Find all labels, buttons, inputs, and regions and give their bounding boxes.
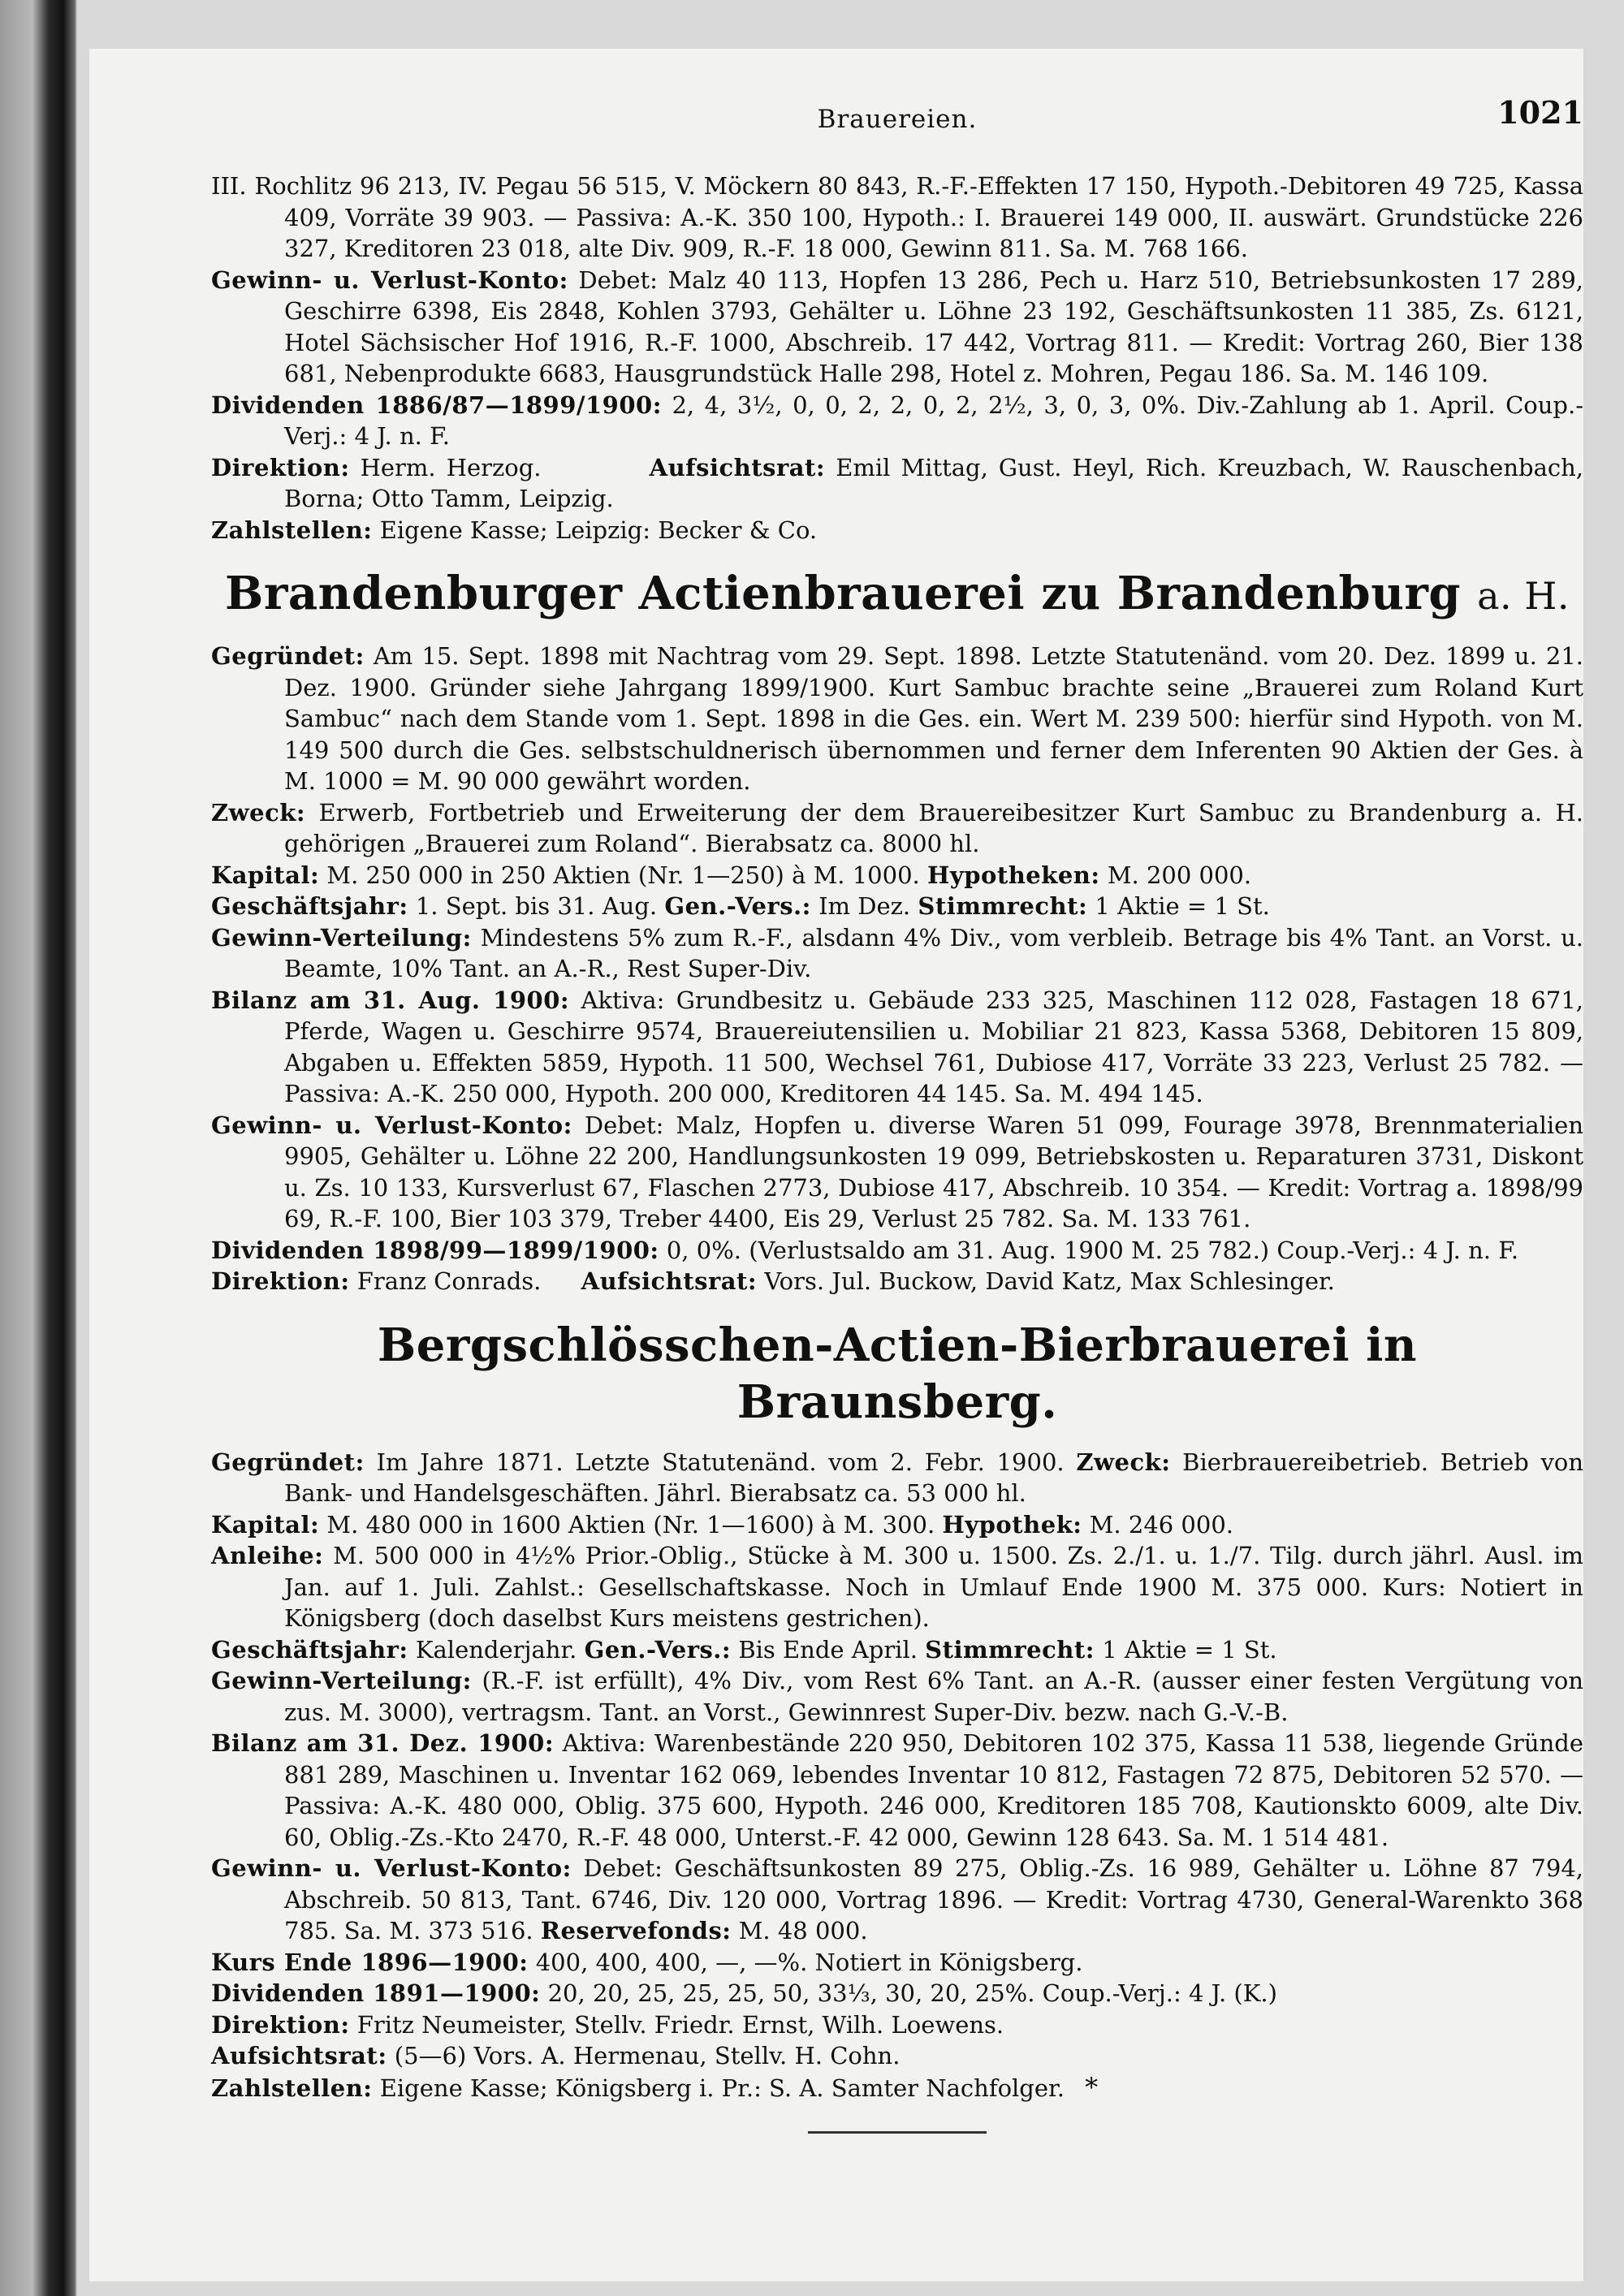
- entry1-balance: [211, 985, 1583, 1110]
- label: Zweck:: [1076, 1448, 1171, 1476]
- text: Debet: Malz, Hopfen u. diverse Waren 51 099, Fourage 3978, Brennmaterialien 9905, Gehälter u. Löhne 22 200, Handlungsunkosten 19 099, Betriebskosten u. Reparaturen 3731, Diskont u. Zs. 10 133, Kursverlust 67, Flaschen 2773, Dubiose 417, Abschreib. 10 354. — Kredit: Vortrag a. 1898/99 69, R.-F. 100, Bier 103 379, Treber 4400, Eis 29, Verlust 25 782. Sa. M. 133 761.: [284, 1111, 1583, 1232]
- label: Gewinn- u. Verlust-Konto:: [211, 265, 568, 294]
- entry1-profit-loss: [211, 1110, 1583, 1235]
- title-main: Bergschlösschen-Actien-Bierbrauerei in Braunsberg.: [377, 1318, 1418, 1429]
- text: Vors. Jul. Buckow, David Katz, Max Schlesinger.: [764, 1267, 1335, 1295]
- label: Kapital:: [211, 1510, 320, 1539]
- text: Mindestens 5% zum R.-F., alsdann 4% Div., vom verbleib. Betrage bis 4% Tant. an Vorst. u. Beamte, 10% Tant. an A.-R., Rest Super-Div.: [284, 923, 1584, 982]
- text: Aktiva: Grundbesitz u. Gebäude 233 325, Maschinen 112 028, Fastagen 18 671, Pferde, Wagen u. Geschirre 9574, Brauereiutensilien u. Mobiliar 21 823, Kassa 5368, Debitoren 15 809, Abgaben u. Effekten 5859, Hypoth. 11 500, Wechsel 761, Dubiose 417, Vorräte 33 223, Verlust 25 782. — Passiva: A.-K. 250 000, Hypoth. 200 000, Kreditoren 44 145. Sa. M. 494 145.: [284, 986, 1584, 1107]
- label: Stimmrecht:: [918, 892, 1088, 920]
- text: 2, 4, 3½, 0, 0, 2, 2, 0, 2, 2½, 3, 0, 3, 0%. Div.-Zahlung ab 1. April. Coup.-Verj.: 4 J. n. F.: [284, 391, 1584, 450]
- entry1-capital: [211, 860, 1583, 891]
- text: 1 Aktie = 1 St.: [1102, 1635, 1277, 1664]
- entry2-capital: [211, 1509, 1583, 1541]
- label: Zweck:: [211, 798, 306, 826]
- text: Im Dez.: [818, 892, 911, 920]
- label: Aufsichtsrat:: [581, 1267, 758, 1295]
- label: Gewinn-Verteilung:: [211, 923, 472, 952]
- balance-continuation: [211, 170, 1583, 265]
- entry2-paying-agents: [211, 2072, 1583, 2104]
- text: M. 48 000.: [738, 1917, 868, 1944]
- text: M. 250 000 in 250 Aktien (Nr. 1—250) à M. 1000.: [326, 861, 920, 889]
- footnote-mark: *: [1085, 2071, 1099, 2103]
- label: Zahlstellen:: [211, 516, 373, 544]
- entry2-fiscal-year: [211, 1634, 1583, 1666]
- label: Gewinn- u. Verlust-Konto:: [211, 1111, 572, 1139]
- label: Kapital:: [211, 861, 320, 889]
- entry1-dividends: [211, 1235, 1583, 1267]
- text: (5—6) Vors. A. Hermenau, Stellv. H. Cohn.: [394, 2042, 901, 2069]
- end-separator-rule: [808, 2131, 987, 2134]
- label: Bilanz am 31. Aug. 1900:: [211, 986, 570, 1014]
- text: Erwerb, Fortbetrieb und Erweiterung der dem Brauereibesitzer Kurt Sambuc zu Brandenburg a. H. gehörigen „Brauerei zum Roland“. Bierabsatz ca. 8000 hl.: [284, 798, 1584, 857]
- label: Gen.-Vers.:: [584, 1635, 732, 1664]
- label: Anleihe:: [211, 1542, 324, 1569]
- entry2-loan: [211, 1540, 1583, 1634]
- text: 1 Aktie = 1 St.: [1095, 892, 1270, 920]
- entry2-founded: [211, 1447, 1583, 1509]
- entry2-profit-loss: [211, 1853, 1583, 1947]
- label: Geschäftsjahr:: [211, 1635, 408, 1664]
- text: 20, 20, 25, 25, 25, 50, 33⅓, 30, 20, 25%. Coup.-Verj.: 4 J. (K.): [547, 1979, 1277, 2007]
- label: Gewinn- u. Verlust-Konto:: [211, 1854, 572, 1882]
- text: Eigene Kasse; Leipzig: Becker & Co.: [379, 516, 818, 544]
- label: Aufsichtsrat:: [649, 453, 826, 481]
- label: Kurs Ende 1896—1900:: [211, 1948, 529, 1976]
- label: Reservefonds:: [540, 1917, 732, 1944]
- text: Herm. Herzog.: [360, 453, 542, 481]
- label: Gegründet:: [211, 1448, 365, 1476]
- balance-continuation-text: III. Rochlitz 96 213, IV. Pegau 56 515, V. Möckern 80 843, R.-F.-Effekten 17 150, Hypoth.-Debitoren 49 725, Kassa 409, Vorräte 39 903. — Passiva: A.-K. 350 100, Hypoth.: I. Brauerei 149 000, II. auswärt. Grundstücke 226 327, Kreditoren 23 018, alte Div. 909, R.-F. 18 000, Gewinn 811. Sa. M. 768 166.: [211, 172, 1583, 262]
- entry2-title: [211, 1317, 1583, 1431]
- text: Emil Mittag, Gust. Heyl, Rich. Kreuzbach, W. Rauschenbach, Borna; Otto Tamm, Leipzig.: [284, 453, 1584, 512]
- label: Gegründet:: [211, 642, 365, 670]
- document-page: [89, 49, 1583, 2281]
- label: Aufsichtsrat:: [211, 2042, 387, 2069]
- entry2-quotation: [211, 1947, 1583, 1979]
- label: Bilanz am 31. Dez. 1900:: [211, 1729, 555, 1757]
- text: Fritz Neumeister, Stellv. Friedr. Ernst, Wilh. Loewens.: [356, 2010, 1004, 2039]
- running-header: [211, 94, 1583, 170]
- text: Aktiva: Warenbestände 220 950, Debitoren 102 375, Kassa 11 538, liegende Gründe 881 289, Maschinen u. Inventar 162 069, lebendes Inventar 10 812, Fastagen 72 875, Debitoren 52 570. — Passiva: A.-K. 480 000, Oblig. 375 600, Hypoth. 246 000, Kreditoren 185 708, Kautionskto 6009, alte Div. 60, Oblig.-Zs.-Kto 2470, R.-F. 48 000, Unterst.-F. 42 000, Gewinn 128 643. Sa. M. 1 514 481.: [284, 1729, 1583, 1851]
- label: Dividenden 1898/99—1899/1900:: [211, 1236, 659, 1264]
- page-content: [211, 94, 1584, 2134]
- text: 0, 0%. (Verlustsaldo am 31. Aug. 1900 M. 25 782.) Coup.-Verj.: 4 J. n. F.: [666, 1236, 1519, 1264]
- text: Debet: Malz 40 113, Hopfen 13 286, Pech u. Harz 510, Betriebsunkosten 17 289, Geschirre 6398, Eis 2848, Kohlen 3793, Gehälter u. Löhne 23 192, Geschäftsunkosten 11 385, Zs. 6121, Hotel Sächsischer Hof 1916, R.-F. 1000, Abschreib. 17 442, Vortrag 811. — Kredit: Vortrag 260, Bier 138 681, Nebenprodukte 6683, Hausgrundstück Halle 298, Hotel z. Mohren, Pegau 186. Sa. M. 146 109.: [284, 265, 1584, 387]
- text: 400, 400, 400, —, —%. Notiert in Königsberg.: [535, 1948, 1083, 1976]
- text: 1. Sept. bis 31. Aug.: [415, 892, 658, 920]
- entry1-title: [211, 565, 1583, 624]
- book-spine-shadow: [0, 0, 77, 2296]
- label: Direktion:: [211, 453, 350, 481]
- label: Gewinn-Verteilung:: [211, 1667, 472, 1694]
- entry2-balance: [211, 1728, 1583, 1853]
- label: Direktion:: [211, 2010, 350, 2039]
- text: M. 480 000 in 1600 Aktien (Nr. 1—1600) à M. 300.: [326, 1510, 935, 1539]
- label: Zahlstellen:: [211, 2074, 373, 2102]
- text: Bierbrauereibetrieb. Betrieb von Bank- und Handelsgeschäften. Jährl. Bierabsatz ca. 53 000 hl.: [284, 1448, 1584, 1507]
- entry2-supervisory-board: [211, 2040, 1583, 2072]
- label: Dividenden 1886/87—1899/1900:: [211, 391, 662, 419]
- entry1-purpose: [211, 797, 1583, 860]
- text: M. 500 000 in 4½% Prior.-Oblig., Stücke à M. 300 u. 1500. Zs. 2./1. u. 1./7. Tilg. durch jährl. Ausl. im Jan. auf 1. Juli. Zahlst.: Gesellschaftskasse. Noch in Umlauf Ende 1900 M. 375 000. Kurs: Notiert in Königsberg (doch daselbst Kurs meistens gestrichen).: [284, 1542, 1584, 1632]
- text: Franz Conrads.: [356, 1267, 542, 1295]
- entry0-profit-loss: [211, 265, 1583, 390]
- entry1-direction: [211, 1266, 1583, 1297]
- text: Am 15. Sept. 1898 mit Nachtrag vom 29. Sept. 1898. Letzte Statutenänd. vom 20. Dez. 1899 u. 21. Dez. 1900. Gründer siehe Jahrgang 1899/1900. Kurt Sambuc brachte seine „Brauerei zum Roland Kurt Sambuc“ nach dem Stande vom 1. Sept. 1898 in die Ges. ein. Wert M. 239 500: hierfür sind Hypoth. von M. 149 500 durch die Ges. selbstschuldnerisch übernommen und ferner dem Inferenten 90 Aktien der Ges. à M. 1000 = M. 90 000 gewährt worden.: [284, 642, 1584, 795]
- entry2-profit-distribution: [211, 1665, 1583, 1728]
- entry0-paying-agents: [211, 515, 1583, 546]
- section-title: Brauereien.: [817, 105, 978, 134]
- entry1-founded: [211, 641, 1583, 797]
- label: Gen.-Vers.:: [664, 892, 811, 920]
- title-suffix: a. H.: [1477, 574, 1570, 618]
- entry2-dividends: [211, 1978, 1583, 2009]
- text: Im Jahre 1871. Letzte Statutenänd. vom 2. Febr. 1900.: [376, 1448, 1065, 1476]
- text: Debet: Geschäftsunkosten 89 275, Oblig.-Zs. 16 989, Gehälter u. Löhne 87 794, Abschreib. 50 813, Tant. 6746, Div. 120 000, Vortrag 1896. — Kredit: Vortrag 4730, General-Warenkto 368 785. Sa. M. 373 516.: [284, 1854, 1583, 1944]
- text: (R.-F. ist erfüllt), 4% Div., vom Rest 6% Tant. an A.-R. (ausser einer festen Vergütung von zus. M. 3000), vertragsm. Tant. an Vorst., Gewinnrest Super-Div. bezw. nach G.-V.-B.: [284, 1667, 1584, 1726]
- title-main: Brandenburger Actienbrauerei zu Brandenburg: [224, 567, 1462, 620]
- label: Hypothek:: [942, 1510, 1082, 1539]
- entry0-dividends: [211, 390, 1583, 452]
- label: Geschäftsjahr:: [211, 892, 408, 920]
- label: Dividenden 1891—1900:: [211, 1979, 541, 2007]
- text: Eigene Kasse; Königsberg i. Pr.: S. A. Samter Nachfolger.: [379, 2074, 1065, 2102]
- entry2-direction: [211, 2009, 1583, 2041]
- text: M. 200 000.: [1107, 861, 1252, 889]
- label: Direktion:: [211, 1267, 350, 1295]
- label: Stimmrecht:: [925, 1635, 1095, 1664]
- text: Kalenderjahr.: [415, 1635, 577, 1664]
- text: M. 246 000.: [1089, 1510, 1234, 1539]
- entry1-fiscal-year: [211, 891, 1583, 922]
- entry0-direction: [211, 452, 1583, 515]
- entry1-profit-distribution: [211, 922, 1583, 985]
- text: Bis Ende April.: [738, 1635, 918, 1664]
- page-number: 1021: [1497, 94, 1583, 131]
- label: Hypotheken:: [926, 861, 1100, 889]
